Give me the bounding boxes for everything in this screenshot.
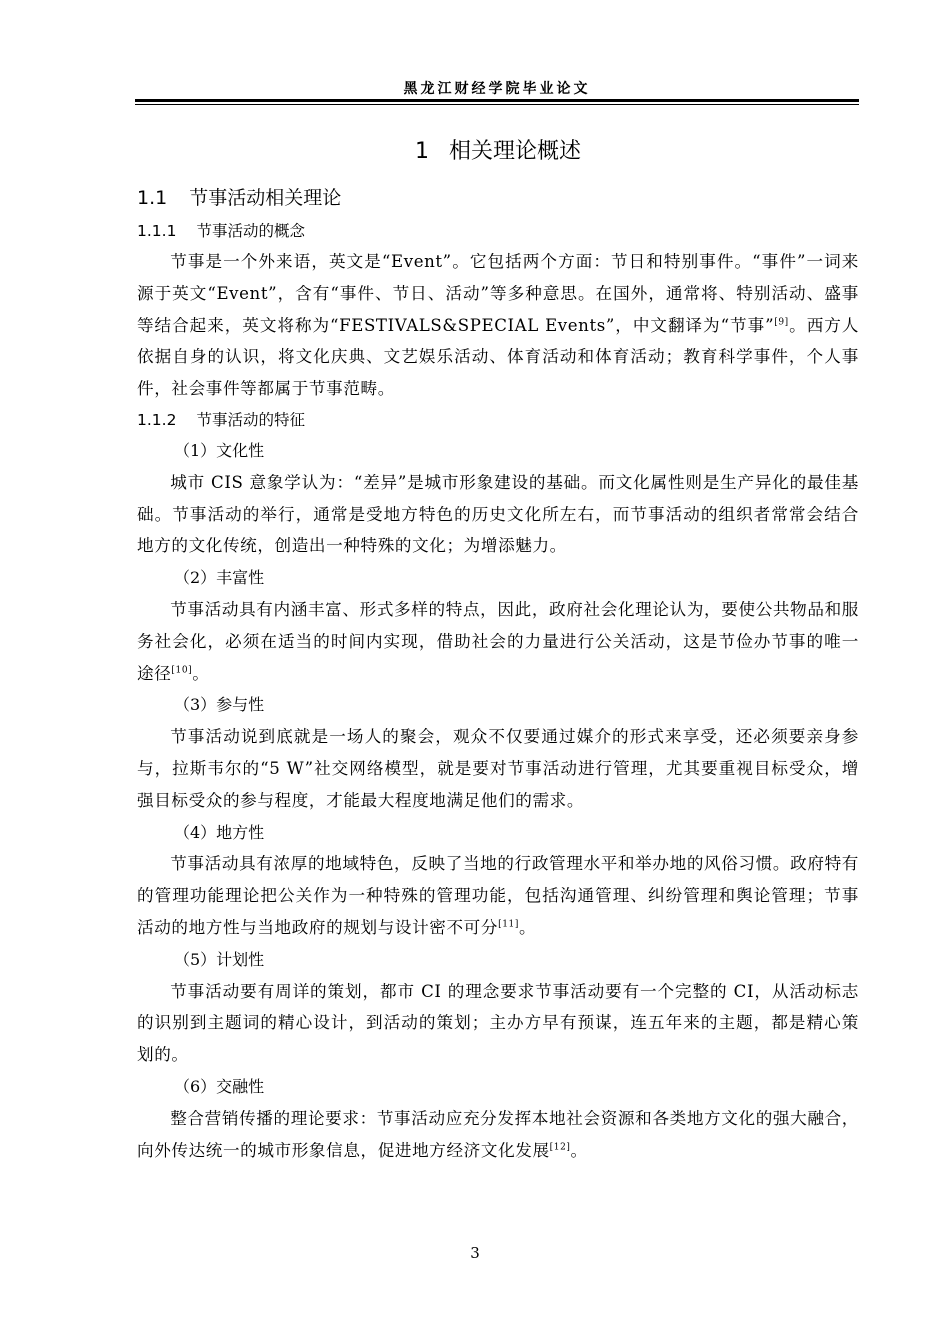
chapter-title-text: 相关理论概述 — [448, 139, 581, 164]
feature-paragraph — [137, 1103, 859, 1167]
feature-text-tail: 。 — [192, 663, 210, 683]
citation-ref: [9] — [774, 317, 789, 328]
feature-item-2 — [137, 562, 859, 689]
citation-ref: [10] — [171, 665, 193, 676]
feature-text: 节事活动具有内涵丰富、形式多样的特点，因此，政府社会化理论认为，要使公共物品和服务社会化，必须在适当的时间内实现，借助社会的力量进行公关活动，这是节俭办节事的唯一途径 — [137, 599, 859, 683]
feature-label: （2）丰富性 — [174, 568, 265, 588]
concept-paragraph — [137, 246, 859, 405]
feature-paragraph — [137, 848, 859, 943]
feature-text: 节事活动具有浓厚的地域特色，反映了当地的行政管理水平和举办地的风俗习惯。政府特有的管理功能理论把公关作为一种特殊的管理功能，包括沟通管理、纠纷管理和舆论管理；节事活动的地方性与当地政府的规划与设计密不可分 — [137, 854, 859, 937]
feature-item-3 — [137, 689, 859, 816]
feature-paragraph — [137, 721, 859, 816]
feature-text: 城市 CIS 意象学认为：“差异”是城市形象建设的基础。而文化属性则是生产异化的最佳基础。节事活动的举行，通常是受地方特色的历史文化所左右，而节事活动的组织者常常会结合地方的文化传统，创造出一种特殊的文化；为增添魅力。 — [137, 472, 859, 556]
feature-text-tail: 。 — [570, 1140, 588, 1160]
feature-text: 整合营销传播的理论要求：节事活动应充分发挥本地社会资源和各类地方文化的强大融合，向外传达统一的城市形象信息，促进地方经济文化发展 — [137, 1108, 859, 1160]
feature-label: （4）地方性 — [174, 822, 265, 842]
chapter-number: 1 — [414, 139, 429, 164]
header-rule-thick — [135, 99, 859, 102]
feature-text: 节事活动说到底就是一场人的聚会，观众不仅要通过媒介的形式来享受，还必须要亲身参与，拉斯韦尔的“5 W”社交网络模型，就是要对节事活动进行管理，尤其要重视目标受众，增强目标受众的参与程度，才能最大程度地满足他们的需求。 — [137, 727, 859, 810]
subsection-heading-1 — [137, 216, 859, 246]
header-rule-thin — [135, 104, 859, 105]
feature-text-tail: 。 — [518, 917, 537, 937]
page-content — [137, 128, 859, 1166]
concept-paragraph-tail: 。西方人依据自身的认识，将文化庆典、文艺娱乐活动、体育活动和体育活动；教育科学事件，个人事件，社会事件等都属于节事范畴。 — [137, 315, 859, 399]
citation-ref: [12] — [549, 1141, 571, 1152]
subsection-heading-2 — [137, 405, 859, 435]
feature-label: （6）交融性 — [174, 1076, 265, 1096]
feature-paragraph — [137, 594, 859, 689]
subsection-number-1: 1.1.1 — [137, 222, 177, 240]
citation-ref: [11] — [498, 919, 519, 930]
feature-paragraph — [137, 976, 859, 1071]
subsection-title-2: 节事活动的特征 — [196, 410, 305, 429]
chapter-title — [137, 136, 859, 168]
feature-paragraph — [137, 467, 859, 562]
feature-item-5 — [137, 944, 859, 1071]
subsection-title-1: 节事活动的概念 — [196, 222, 305, 240]
concept-paragraph-text: 节事是一个外来语，英文是“Event”。它包括两个方面：节日和特别事件。“事件”一词来源于英文“Event”，含有“事件、节日、活动”等多种意思。在国外，通常将、特别活动、盛事等结合起来，英文将称为“FESTIVALS&SPECIAL Events”，中文翻译为“节事” — [137, 252, 859, 335]
section-title: 节事活动相关理论 — [189, 187, 342, 209]
running-header: 黑龙江财经学院毕业论文 — [403, 81, 591, 97]
subsection-number-2: 1.1.2 — [137, 410, 177, 429]
feature-label: （5）计划性 — [174, 949, 265, 969]
feature-text: 节事活动要有周详的策划，都市 CI 的理念要求节事活动要有一个完整的 CI，从活动标志的识别到主题词的精心设计，到活动的策划；主办方早有预谋，连五年来的主题，都是精心策划的。 — [137, 981, 859, 1065]
feature-item-4 — [137, 817, 859, 944]
section-number: 1.1 — [137, 187, 168, 209]
feature-item-1 — [137, 435, 859, 562]
feature-label: （3）参与性 — [174, 695, 265, 715]
section-heading — [137, 182, 859, 214]
feature-label: （1）文化性 — [174, 440, 265, 460]
page-number: 3 — [470, 1244, 480, 1262]
feature-item-6 — [137, 1071, 859, 1166]
